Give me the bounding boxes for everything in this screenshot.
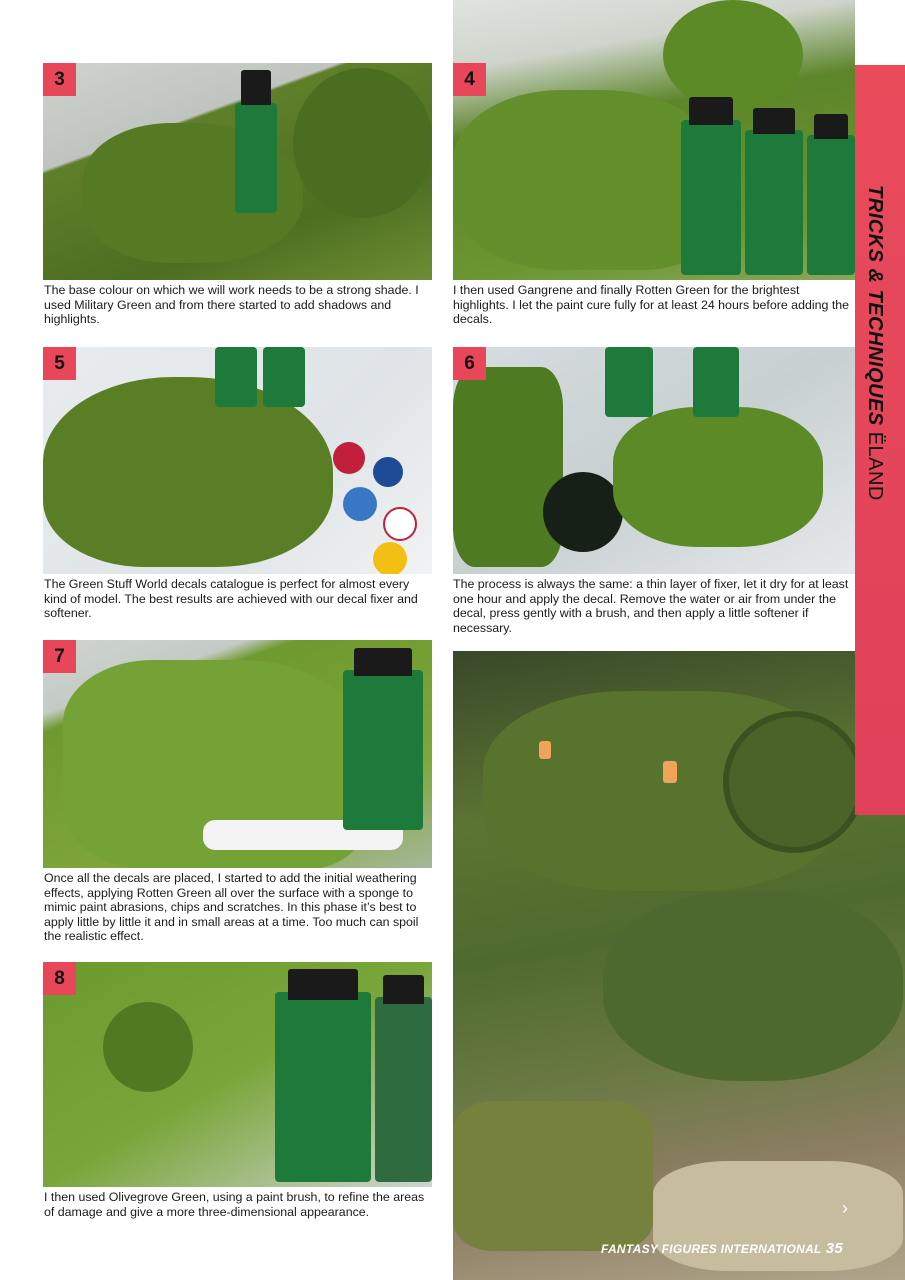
step-7-caption: Once all the decals are placed, I started to add the initial weathering effects, applying Rotten Green all over the surface with a sponge to mimic paint abrasions, chips and scratches. In this phase it’s best to apply little by little it and in small areas at a time. Too much can spoil the realistic effect. <box>44 871 419 944</box>
step-6-photo <box>453 347 855 574</box>
step-number: 7 <box>43 640 76 673</box>
section-title-bold: TRICKS & TECHNIQUES <box>864 185 886 426</box>
step-number: 6 <box>453 347 486 380</box>
step-number: 8 <box>43 962 76 995</box>
step-number: 5 <box>43 347 76 380</box>
finished-model-photo <box>453 651 905 1280</box>
step-4-caption: I then used Gangrene and finally Rotten Green for the brightest highlights. I let the paint cure fully for at least 24 hours before adding the decals. <box>453 283 850 327</box>
magazine-title: FANTASY FIGURES INTERNATIONAL <box>600 1242 822 1256</box>
step-7-photo <box>43 640 432 868</box>
step-8-caption: I then used Olivegrove Green, using a paint brush, to refine the areas of damage and give a more three-dimensional appearance. <box>44 1190 425 1219</box>
chevron-right-icon: › <box>842 1198 848 1218</box>
section-sidebar <box>855 65 905 815</box>
step-3-photo <box>43 63 432 280</box>
step-8-photo <box>43 962 432 1187</box>
step-number: 4 <box>453 63 486 96</box>
step-6-caption: The process is always the same: a thin layer of fixer, let it dry for at least one hour and apply the decal. Remove the water or air from under the decal, press gently with a brush, and then apply a little softener if necessary. <box>453 577 849 635</box>
page-number: 35 <box>825 1240 843 1257</box>
page-footer <box>601 1240 843 1257</box>
step-4-photo <box>453 0 855 280</box>
step-5-caption: The Green Stuff World decals catalogue is perfect for almost every kind of model. The best results are achieved with our decal fixer and softener. <box>44 577 418 621</box>
step-5-photo <box>43 347 432 574</box>
step-3-caption: The base colour on which we will work needs to be a strong shade. I used Military Green and from there started to add shadows and highlights. <box>44 283 419 327</box>
section-title <box>863 185 886 501</box>
section-title-thin: ËLAND <box>864 431 886 501</box>
step-number: 3 <box>43 63 76 96</box>
